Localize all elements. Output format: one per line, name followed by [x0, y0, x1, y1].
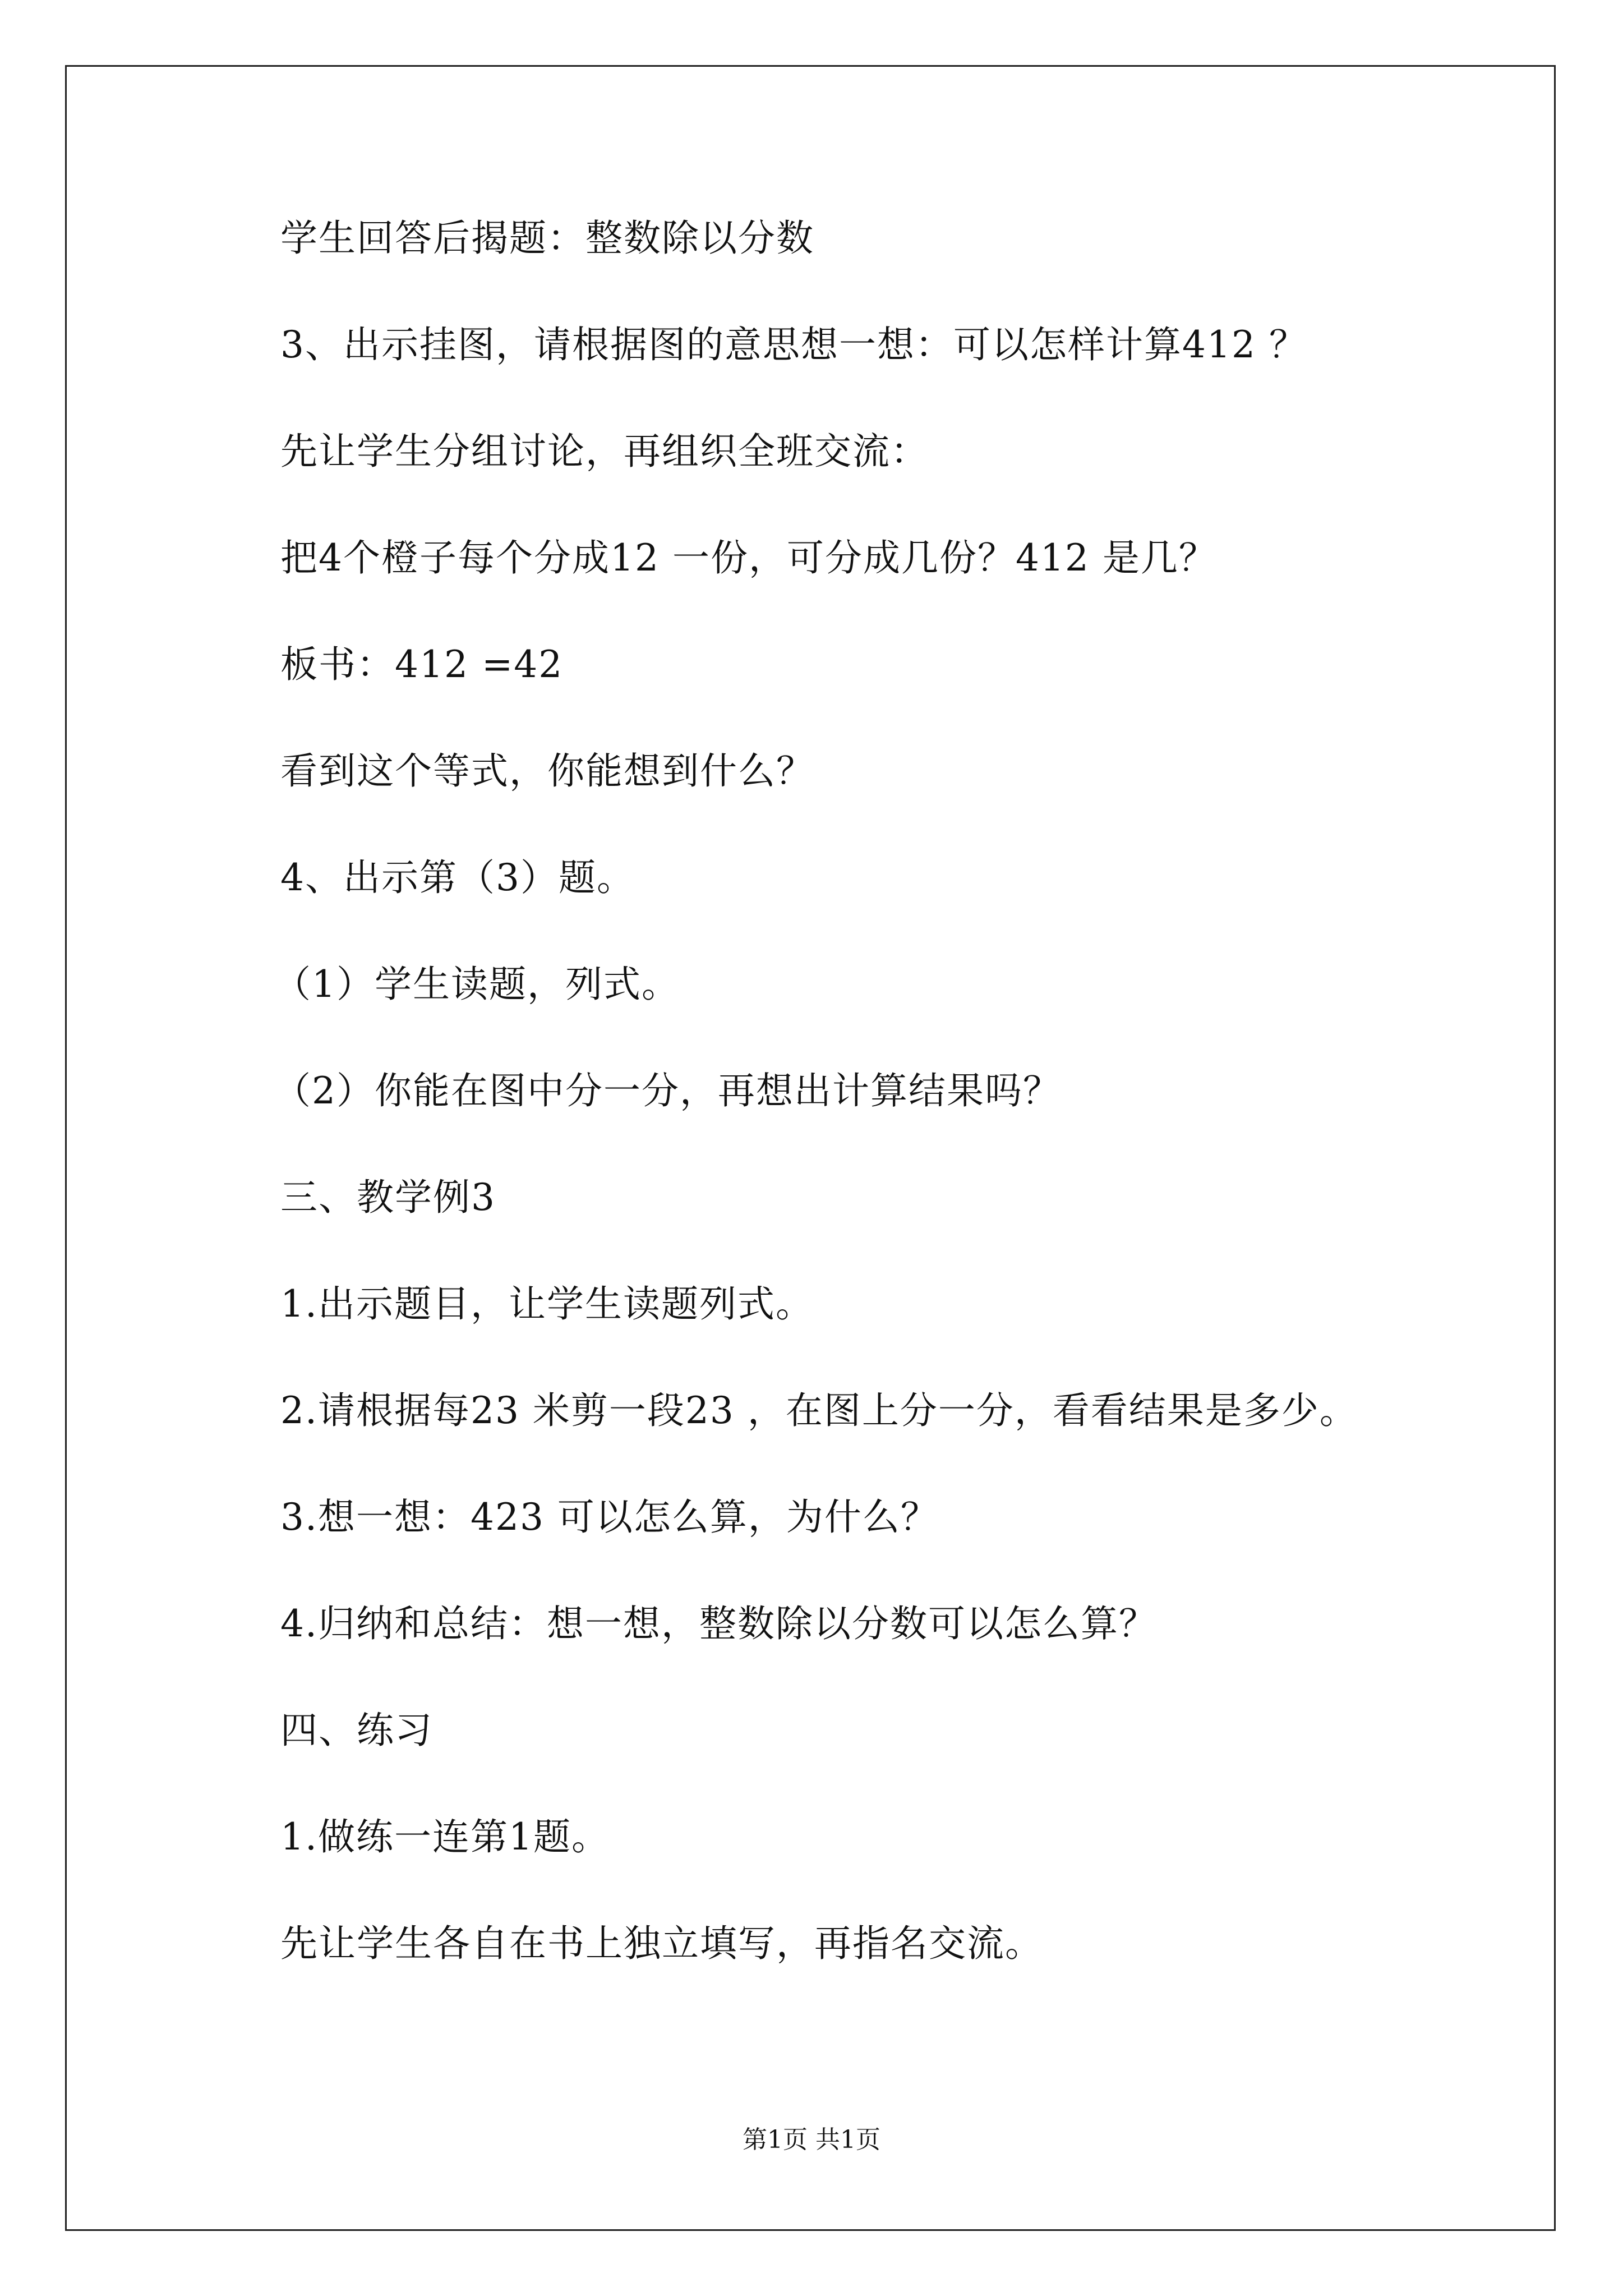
paragraph-line: 板书：412 =42 — [280, 643, 564, 686]
paragraph-line: （1）学生读题，列式。 — [274, 963, 680, 1006]
page-number-footer: 第1页 共1页 — [743, 2125, 880, 2154]
paragraph-line: 3.想一想：423 可以怎么算，为什么？ — [280, 1496, 939, 1539]
paragraph-line: 把4个橙子每个分成12 一份，可分成几份？412 是几？ — [280, 536, 1217, 579]
page-border — [65, 65, 1556, 2231]
paragraph-line: 3、出示挂图，请根据图的意思想一想：可以怎样计算412 ？ — [280, 323, 1307, 366]
paragraph-line: 看到这个等式，你能想到什么？ — [280, 749, 814, 793]
paragraph-line: 先让学生各自在书上独立填写，再指名交流。 — [280, 1922, 1043, 1965]
paragraph-line: 先让学生分组讨论，再组织全班交流： — [280, 430, 929, 473]
paragraph-line: 4、出示第（3）题。 — [280, 856, 635, 899]
paragraph-line: 学生回答后揭题：整数除以分数 — [280, 217, 814, 260]
section-heading: 四、练习 — [280, 1709, 433, 1752]
paragraph-line: 2.请根据每23 米剪一段23 ，在图上分一分，看看结果是多少。 — [280, 1389, 1358, 1432]
paragraph-line: 1.出示题目，让学生读题列式。 — [280, 1282, 814, 1326]
paragraph-line: （2）你能在图中分一分，再想出计算结果吗？ — [274, 1069, 1061, 1112]
section-heading: 三、教学例3 — [280, 1176, 496, 1219]
paragraph-line: 1.做练一连第1题。 — [280, 1815, 610, 1858]
paragraph-line: 4.归纳和总结：想一想，整数除以分数可以怎么算？ — [280, 1602, 1157, 1645]
